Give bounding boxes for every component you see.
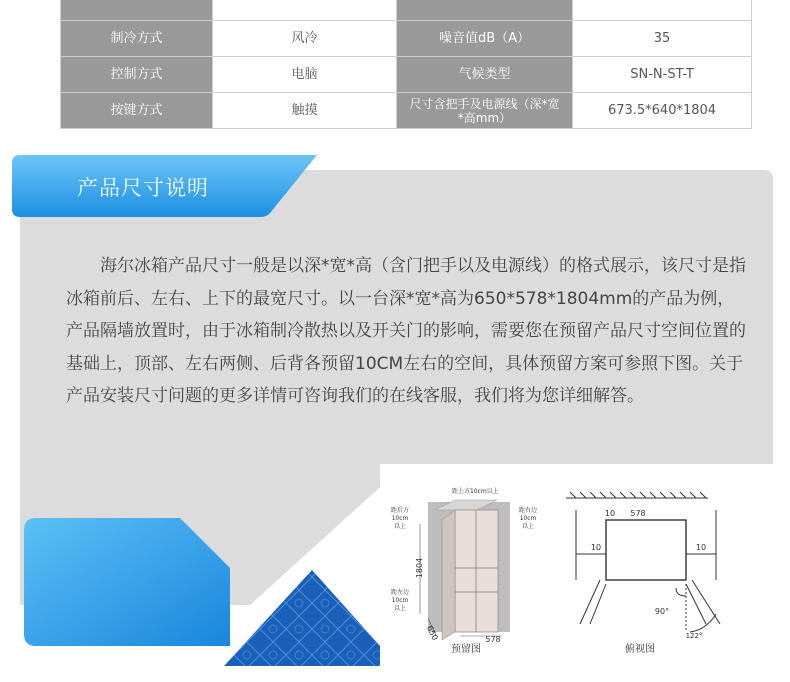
angle-b-label: 122° bbox=[685, 632, 703, 640]
right-note-line1: 距右边 bbox=[518, 507, 538, 514]
spec-value: 风冷 bbox=[213, 21, 397, 57]
back-note-line2: 10cm bbox=[391, 515, 409, 522]
top-note: 距上方10cm以上 bbox=[452, 488, 499, 495]
right-note-line2: 10cm bbox=[519, 515, 537, 522]
spec-value bbox=[213, 0, 397, 21]
spec-value: 触摸 bbox=[213, 93, 397, 129]
depth-label: 650 bbox=[424, 624, 440, 642]
spec-key bbox=[61, 0, 213, 21]
left-note-line3: 以上 bbox=[393, 605, 407, 612]
spec-row bbox=[61, 0, 752, 21]
height-label: 1804 bbox=[415, 557, 424, 579]
spec-value bbox=[573, 0, 752, 21]
spec-value: 673.5*640*1804 bbox=[573, 93, 752, 129]
gap-top-label: 10 bbox=[604, 509, 616, 518]
spec-value: 电脑 bbox=[213, 57, 397, 93]
width-label: 578 bbox=[485, 635, 501, 644]
installation-diagram bbox=[380, 464, 773, 666]
spec-key: 气候类型 bbox=[397, 57, 573, 93]
spec-table bbox=[60, 0, 752, 129]
top-view-caption: 俯视图 bbox=[625, 644, 655, 655]
spec-key: 制冷方式 bbox=[61, 21, 213, 57]
section-description: 海尔冰箱产品尺寸一般是以深*宽*高（含门把手以及电源线）的格式展示，该尺寸是指冰箱前后、左右、上下的最宽尺寸。以一台深*宽*高为650*578*1804mm的产品为例，产品隔墙放置时，由于冰箱制冷散热以及开关门的影响，需要您在预留产品尺寸空间位置的基础上，顶部、左右两侧、后背各预留10CM左右的空间，具体预留方案可参照下图。关于产品安装尺寸问题的更多详情可咨询我们的在线客服，我们将为您详细解答。 bbox=[66, 256, 746, 406]
spec-row bbox=[61, 57, 752, 93]
left-note-line2: 10cm bbox=[391, 597, 409, 604]
spec-key: 尺寸含把手及电源线（深*宽*高mm） bbox=[397, 93, 573, 129]
spec-key bbox=[397, 0, 573, 21]
top-width-label: 578 bbox=[630, 509, 646, 518]
preview-figure bbox=[420, 500, 510, 640]
spec-value: 35 bbox=[573, 21, 752, 57]
gap-right-label: 10 bbox=[695, 543, 707, 552]
gap-left-label: 10 bbox=[590, 543, 602, 552]
spec-key: 按键方式 bbox=[61, 93, 213, 129]
spec-row bbox=[61, 21, 752, 57]
spec-value: SN-N-ST-T bbox=[573, 57, 752, 93]
back-note-line1: 距后方 bbox=[390, 507, 410, 514]
spec-key: 噪音值dB（A） bbox=[397, 21, 573, 57]
back-note-line3: 以上 bbox=[393, 523, 407, 530]
section-title: 产品尺寸说明 bbox=[77, 176, 209, 200]
spec-key: 控制方式 bbox=[61, 57, 213, 93]
right-note-line3: 以上 bbox=[521, 523, 535, 530]
spec-row bbox=[61, 93, 752, 129]
angle-a-label: 90° bbox=[654, 607, 670, 616]
preview-caption: 预留图 bbox=[451, 644, 481, 655]
left-note-line1: 距左边 bbox=[390, 589, 410, 596]
